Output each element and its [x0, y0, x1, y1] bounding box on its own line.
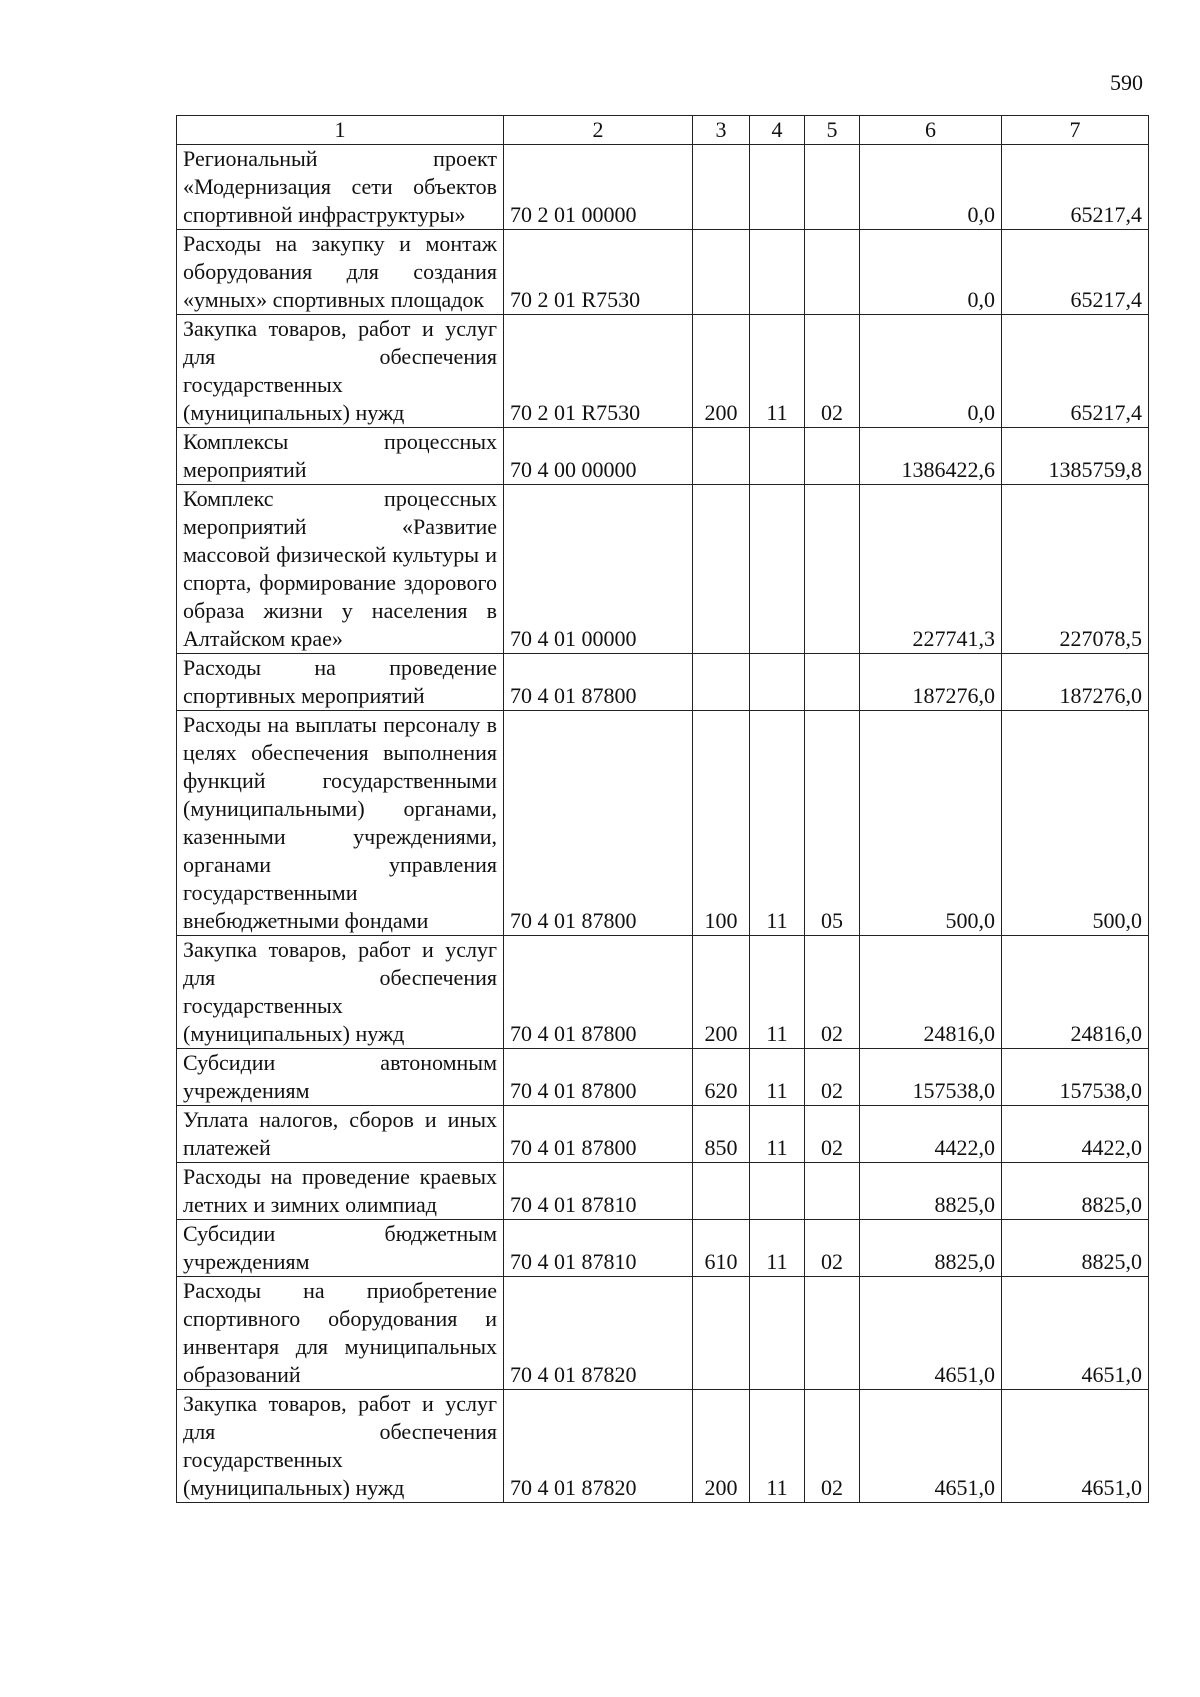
expense-type-code	[693, 145, 750, 230]
amount-col7: 65217,4	[1002, 315, 1149, 428]
section-code: 11	[750, 1390, 805, 1503]
row-description: Расходы на проведение краевых летних и зимних олимпиад	[177, 1163, 504, 1220]
amount-col6: 24816,0	[860, 936, 1002, 1049]
amount-col7: 187276,0	[1002, 654, 1149, 711]
amount-col6: 227741,3	[860, 485, 1002, 654]
expense-type-code: 850	[693, 1106, 750, 1163]
section-code	[750, 145, 805, 230]
amount-col7: 8825,0	[1002, 1163, 1149, 1220]
target-article-code: 70 4 01 00000	[504, 485, 693, 654]
target-article-code: 70 4 01 87800	[504, 1049, 693, 1106]
table-row	[177, 1106, 1149, 1163]
subsection-code	[805, 485, 860, 654]
column-header: 1	[177, 116, 504, 145]
amount-col6: 8825,0	[860, 1220, 1002, 1277]
header-row	[177, 116, 1149, 145]
section-code: 11	[750, 1220, 805, 1277]
section-code: 11	[750, 1049, 805, 1106]
expense-type-code: 100	[693, 711, 750, 936]
subsection-code: 05	[805, 711, 860, 936]
expense-type-code: 610	[693, 1220, 750, 1277]
amount-col6: 0,0	[860, 145, 1002, 230]
target-article-code: 70 4 01 87800	[504, 654, 693, 711]
table-row	[177, 315, 1149, 428]
amount-col7: 4651,0	[1002, 1390, 1149, 1503]
section-code	[750, 1163, 805, 1220]
target-article-code: 70 2 01 R7530	[504, 315, 693, 428]
table-row	[177, 145, 1149, 230]
section-code	[750, 428, 805, 485]
page-number: 590	[1110, 70, 1143, 95]
section-code: 11	[750, 711, 805, 936]
subsection-code	[805, 1277, 860, 1390]
table-row	[177, 1220, 1149, 1277]
row-description: Субсидии автономным учреждениям	[177, 1049, 504, 1106]
amount-col7: 4651,0	[1002, 1277, 1149, 1390]
subsection-code	[805, 428, 860, 485]
subsection-code: 02	[805, 1049, 860, 1106]
target-article-code: 70 4 01 87820	[504, 1277, 693, 1390]
amount-col6: 0,0	[860, 230, 1002, 315]
amount-col6: 500,0	[860, 711, 1002, 936]
row-description: Расходы на проведение спортивных мероприятий	[177, 654, 504, 711]
target-article-code: 70 4 01 87800	[504, 711, 693, 936]
amount-col7: 24816,0	[1002, 936, 1149, 1049]
amount-col6: 187276,0	[860, 654, 1002, 711]
target-article-code: 70 4 01 87810	[504, 1163, 693, 1220]
row-description: Закупка товаров, работ и услуг для обеспечения государственных (муниципальных) нужд	[177, 936, 504, 1049]
row-description: Расходы на приобретение спортивного оборудования и инвентаря для муниципальных образований	[177, 1277, 504, 1390]
target-article-code: 70 4 00 00000	[504, 428, 693, 485]
target-article-code: 70 4 01 87800	[504, 1106, 693, 1163]
budget-table	[176, 115, 1149, 1503]
table-row	[177, 1163, 1149, 1220]
section-code: 11	[750, 315, 805, 428]
table-row	[177, 428, 1149, 485]
subsection-code: 02	[805, 1220, 860, 1277]
column-header: 6	[860, 116, 1002, 145]
target-article-code: 70 2 01 R7530	[504, 230, 693, 315]
amount-col7: 157538,0	[1002, 1049, 1149, 1106]
section-code	[750, 654, 805, 711]
table-row	[177, 711, 1149, 936]
section-code: 11	[750, 936, 805, 1049]
table-row	[177, 936, 1149, 1049]
amount-col6: 4422,0	[860, 1106, 1002, 1163]
subsection-code	[805, 1163, 860, 1220]
row-description: Комплексы процессных мероприятий	[177, 428, 504, 485]
amount-col7: 1385759,8	[1002, 428, 1149, 485]
subsection-code	[805, 654, 860, 711]
target-article-code: 70 4 01 87800	[504, 936, 693, 1049]
table-row	[177, 654, 1149, 711]
amount-col7: 65217,4	[1002, 230, 1149, 315]
table-row	[177, 1049, 1149, 1106]
amount-col6: 0,0	[860, 315, 1002, 428]
expense-type-code	[693, 1277, 750, 1390]
target-article-code: 70 4 01 87810	[504, 1220, 693, 1277]
expense-type-code	[693, 654, 750, 711]
table-row	[177, 230, 1149, 315]
column-header: 3	[693, 116, 750, 145]
row-description: Уплата налогов, сборов и иных платежей	[177, 1106, 504, 1163]
row-description: Закупка товаров, работ и услуг для обеспечения государственных (муниципальных) нужд	[177, 315, 504, 428]
section-code	[750, 1277, 805, 1390]
subsection-code: 02	[805, 936, 860, 1049]
table-row	[177, 1390, 1149, 1503]
row-description: Закупка товаров, работ и услуг для обеспечения государственных (муниципальных) нужд	[177, 1390, 504, 1503]
target-article-code: 70 2 01 00000	[504, 145, 693, 230]
amount-col7: 500,0	[1002, 711, 1149, 936]
column-header: 7	[1002, 116, 1149, 145]
subsection-code	[805, 145, 860, 230]
expense-type-code	[693, 1163, 750, 1220]
amount-col6: 4651,0	[860, 1390, 1002, 1503]
amount-col6: 157538,0	[860, 1049, 1002, 1106]
row-description: Расходы на закупку и монтаж оборудования для создания «умных» спортивных площадок	[177, 230, 504, 315]
column-header: 4	[750, 116, 805, 145]
amount-col6: 4651,0	[860, 1277, 1002, 1390]
expense-type-code	[693, 230, 750, 315]
target-article-code: 70 4 01 87820	[504, 1390, 693, 1503]
amount-col7: 4422,0	[1002, 1106, 1149, 1163]
expense-type-code	[693, 428, 750, 485]
section-code: 11	[750, 1106, 805, 1163]
expense-type-code	[693, 485, 750, 654]
column-header: 2	[504, 116, 693, 145]
subsection-code: 02	[805, 1390, 860, 1503]
expense-type-code: 200	[693, 936, 750, 1049]
amount-col7: 227078,5	[1002, 485, 1149, 654]
column-header: 5	[805, 116, 860, 145]
section-code	[750, 230, 805, 315]
amount-col6: 1386422,6	[860, 428, 1002, 485]
subsection-code: 02	[805, 315, 860, 428]
subsection-code: 02	[805, 1106, 860, 1163]
row-description: Расходы на выплаты персоналу в целях обеспечения выполнения функций государственными (муниципальными) органами, казенными учреждениями, органами управления государственными внебюджетными фондами	[177, 711, 504, 936]
amount-col6: 8825,0	[860, 1163, 1002, 1220]
expense-type-code: 620	[693, 1049, 750, 1106]
subsection-code	[805, 230, 860, 315]
table-row	[177, 485, 1149, 654]
amount-col7: 8825,0	[1002, 1220, 1149, 1277]
section-code	[750, 485, 805, 654]
row-description: Субсидии бюджетным учреждениям	[177, 1220, 504, 1277]
expense-type-code: 200	[693, 315, 750, 428]
row-description: Комплекс процессных мероприятий «Развитие массовой физической культуры и спорта, формирование здорового образа жизни у населения в Алтайском крае»	[177, 485, 504, 654]
amount-col7: 65217,4	[1002, 145, 1149, 230]
expense-type-code: 200	[693, 1390, 750, 1503]
row-description: Региональный проект «Модернизация сети объектов спортивной инфраструктуры»	[177, 145, 504, 230]
table-row	[177, 1277, 1149, 1390]
